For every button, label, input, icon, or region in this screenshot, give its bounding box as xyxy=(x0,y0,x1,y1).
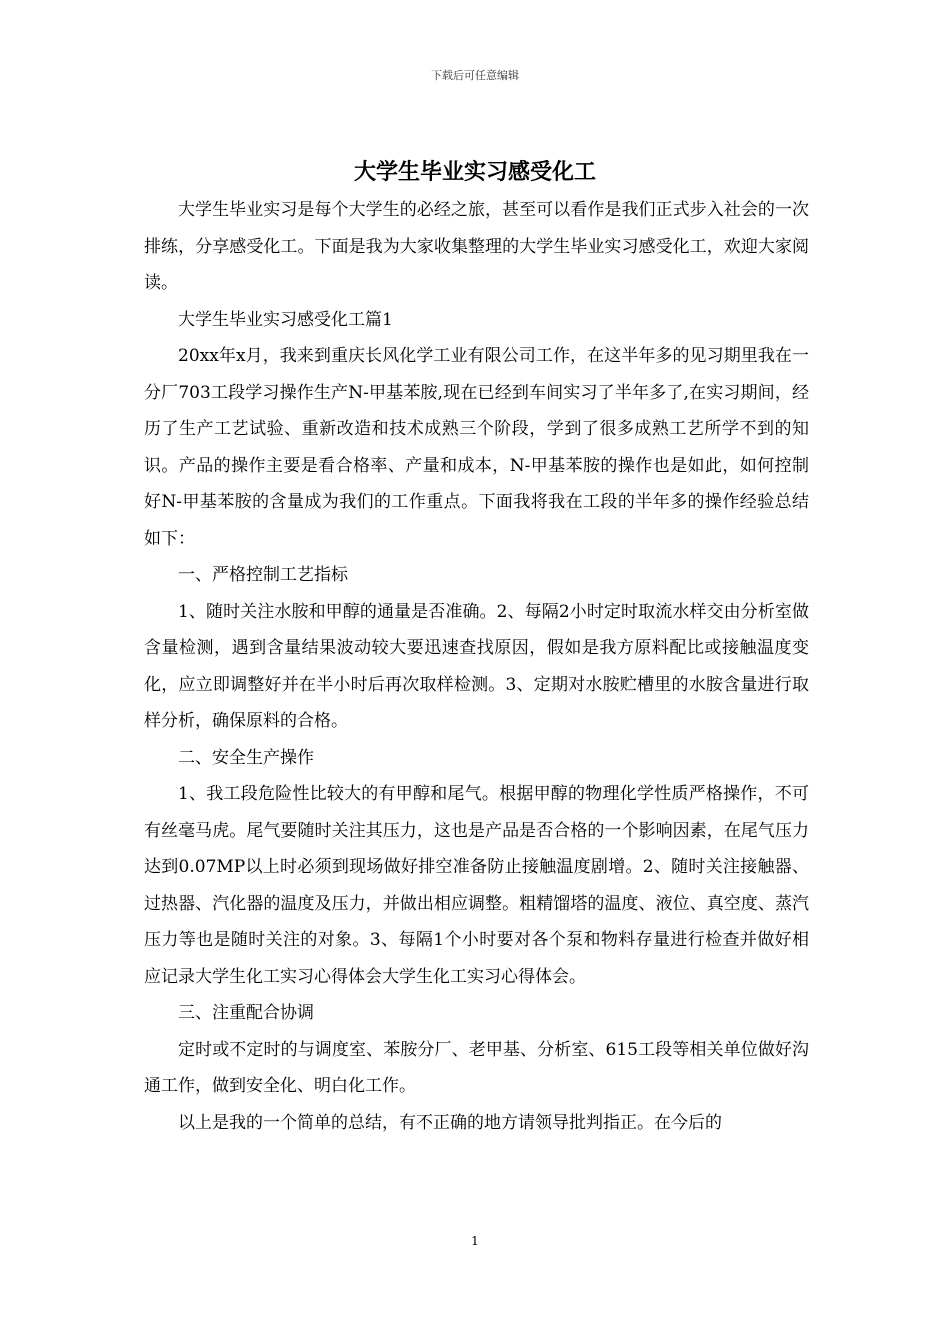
body-paragraph: 1、随时关注水胺和甲醇的通量是否准确。2、每隔2小时定时取流水样交由分析室做含量检测，遇到含量结果波动较大要迅速查找原因，假如是我方原料配比或接触温度变化，应立即调整好并在半小时后再次取样检测。3、定期对水胺贮槽里的水胺含量进行取样分析，确保原料的合格。 xyxy=(144,601,809,731)
body-paragraph: 1、我工段危险性比较大的有甲醇和尾气。根据甲醇的物理化学性质严格操作，不可有丝毫马虎。尾气要随时关注其压力，这也是产品是否合格的一个影响因素，在尾气压力达到0.07MP以上时必须到现场做好排空准备防止接触温度剧增。2、随时关注接触器、过热器、汽化器的温度及压力，并做出相应调整。粗精馏塔的温度、液位、真空度、蒸汽压力等也是随时关注的对象。3、每隔1个小时要对各个泵和物料存量进行检查并做好相应记录大学生化工实习心得体会大学生化工实习心得体会。 xyxy=(144,784,809,987)
body-paragraph: 定时或不定时的与调度室、苯胺分厂、老甲基、分析室、615工段等相关单位做好沟通工作，做到安全化、明白化工作。 xyxy=(144,1039,809,1096)
body-paragraph: 20xx年x月，我来到重庆长风化学工业有限公司工作，在这半年多的见习期里我在一分厂703工段学习操作生产N-甲基苯胺,现在已经到车间实习了半年多了,在实习期间，经历了生产工艺试验、重新改造和技术成熟三个阶段，学到了很多成熟工艺所学不到的知识。产品的操作主要是看合格率、产量和成本，N-甲基苯胺的操作也是如此，如何控制好N-甲基苯胺的含量成为我们的工作重点。下面我将我在工段的半年多的操作经验总结如下： xyxy=(144,346,809,549)
intro-paragraph: 大学生毕业实习是每个大学生的必经之旅，甚至可以看作是我们正式步入社会的一次排练，分享感受化工。下面是我为大家收集整理的大学生毕业实习感受化工，欢迎大家阅读。 xyxy=(144,200,809,293)
section-heading-process-control: 一、严格控制工艺指标 xyxy=(178,565,348,585)
page-number: 1 xyxy=(471,1234,479,1248)
page-header: 下载后可任意编辑 xyxy=(431,69,519,82)
section-heading-safety: 二、安全生产操作 xyxy=(178,747,314,768)
document-title: 大学生毕业实习感受化工 xyxy=(353,160,596,185)
document-body xyxy=(144,192,809,1141)
section-heading-coordination: 三、注重配合协调 xyxy=(178,1003,314,1023)
body-paragraph: 以上是我的一个简单的总结，有不正确的地方请领导批判指正。在今后的 xyxy=(178,1112,722,1133)
section-heading-part1: 大学生毕业实习感受化工篇1 xyxy=(178,309,393,330)
